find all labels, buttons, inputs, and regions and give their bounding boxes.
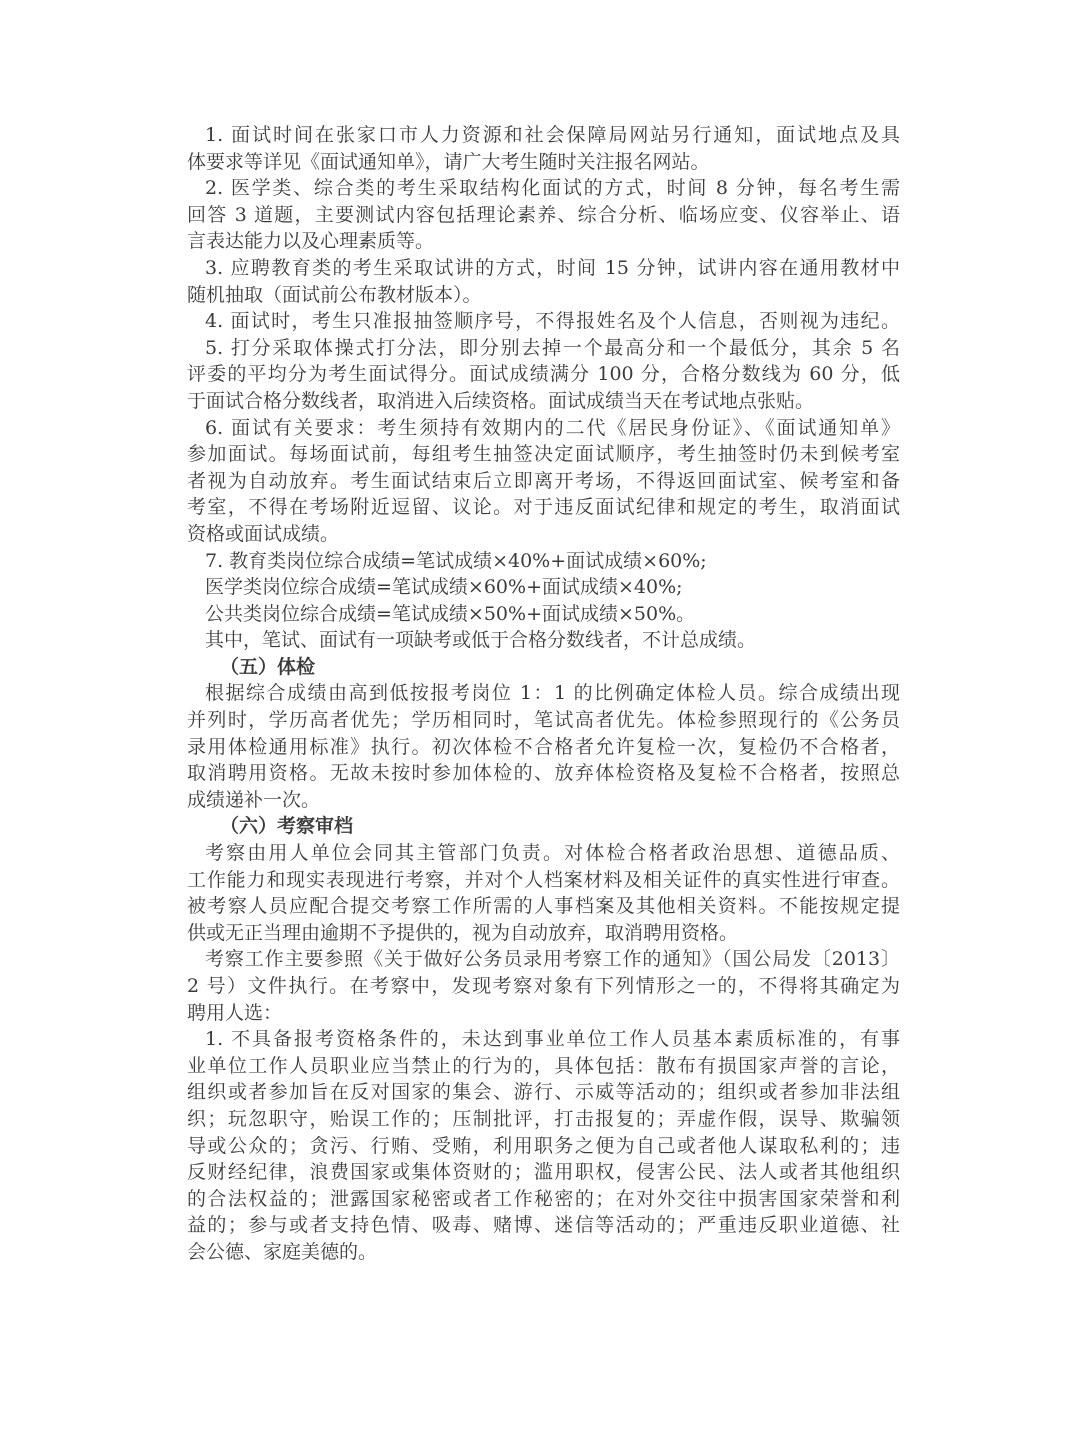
text-line: 被考察人员应配合提交考察工作所需的人事档案及其他相关资料。不能按规定提 [187, 895, 900, 918]
text-line: 考察工作主要参照《关于做好公务员录用考察工作的通知》（国公局发〔2013〕 [205, 948, 900, 971]
text-line: 1. 不具备报考资格条件的，未达到事业单位工作人员基本素质标准的，有事 [205, 1028, 900, 1051]
text-line: 体要求等详见《面试通知单》，请广大考生随时关注报名网站。 [187, 150, 710, 173]
text-line: 供或无正当理由逾期不予提供的，视为自动放弃，取消聘用资格。 [187, 921, 739, 944]
text-line: 言表达能力以及心理素质等。 [187, 230, 435, 253]
text-line: 回答 3 道题，主要测试内容包括理论素养、综合分析、临场应变、仪容举止、语 [187, 203, 900, 226]
text-line: 考室，不得在考场附近逗留、议论。对于违反面试纪律和规定的考生，取消面试 [187, 496, 900, 519]
section-heading: （五）体检 [220, 655, 316, 678]
text-line: 的合法权益的；泄露国家秘密或者工作秘密的；在对外交往中损害国家荣誉和利 [187, 1187, 900, 1210]
text-line: 会公德、家庭美德的。 [187, 1240, 378, 1263]
text-line: 织；玩忽职守，贻误工作的；压制批评，打击报复的；弄虚作假，误导、欺骗领 [187, 1107, 900, 1130]
text-line: 者视为自动放弃。考生面试结束后立即离开考场，不得返回面试室、候考室和备 [187, 469, 900, 492]
text-line: 导或公众的；贪污、行贿、受贿，利用职务之便为自己或者他人谋取私利的；违 [187, 1134, 900, 1157]
text-line: 资格或面试成绩。 [187, 522, 340, 545]
section-heading: （六）考察审档 [220, 815, 354, 838]
text-line: 工作能力和现实表现进行考察，并对个人档案材料及相关证件的真实性进行审查。 [187, 868, 900, 891]
text-line: 并列时，学历高者优先；学历相同时，笔试高者优先。体检参照现行的《公务员 [187, 709, 900, 732]
text-line: 组织或者参加旨在反对国家的集会、游行、示威等活动的；组织或者参加非法组 [187, 1081, 900, 1104]
text-line: 2. 医学类、综合类的考生采取结构化面试的方式，时间 8 分钟，每名考生需 [205, 177, 900, 200]
text-line: 评委的平均分为考生面试得分。面试成绩满分 100 分，合格分数线为 60 分，低 [187, 363, 900, 386]
text-line: 1. 面试时间在张家口市人力资源和社会保障局网站另行通知，面试地点及具 [205, 124, 900, 146]
text-line: 2 号）文件执行。在考察中，发现考察对象有下列情形之一的，不得将其确定为 [187, 975, 900, 997]
text-line: 根据综合成绩由高到低按报考岗位 1：1 的比例确定体检人员。综合成绩出现 [205, 682, 900, 705]
text-line: 业单位工作人员职业应当禁止的行为的，具体包括：散布有损国家声誉的言论， [187, 1054, 900, 1077]
text-line: 7. 教育类岗位综合成绩=笔试成绩×40%+面试成绩×60%; [205, 549, 707, 572]
text-line: 其中，笔试、面试有一项缺考或低于合格分数线者，不计总成绩。 [205, 629, 757, 652]
text-line: 于面试合格分数线者，取消进入后续资格。面试成绩当天在考试地点张贴。 [187, 389, 815, 412]
text-line: 考察由用人单位会同其主管部门负责。对体检合格者政治思想、道德品质、 [205, 842, 900, 865]
text-line: 3. 应聘教育类的考生采取试讲的方式，时间 15 分钟，试讲内容在通用教材中 [205, 256, 900, 279]
text-line: 4. 面试时，考生只准报抽签顺序号，不得报姓名及个人信息，否则视为违纪。 [205, 310, 900, 333]
text-line: 取消聘用资格。无故未按时参加体检的、放弃体检资格及复检不合格者，按照总 [187, 762, 900, 785]
text-line: 参加面试。每场面试前，每组考生抽签决定面试顺序，考生抽签时仍未到候考室 [187, 443, 900, 466]
text-line: 录用体检通用标准》执行。初次体检不合格者允许复检一次，复检仍不合格者， [187, 735, 900, 758]
text-line: 成绩递补一次。 [187, 788, 321, 811]
text-line: 医学类岗位综合成绩=笔试成绩×60%+面试成绩×40%; [205, 576, 683, 599]
text-line: 反财经纪律，浪费国家或集体资财的；滥用职权，侵害公民、法人或者其他组织 [187, 1161, 900, 1184]
text-line: 5. 打分采取体操式打分法，即分别去掉一个最高分和一个最低分，其余 5 名 [205, 336, 900, 359]
text-line: 聘用人选： [187, 1001, 283, 1024]
text-line: 益的；参与或者支持色情、吸毒、赌博、迷信等活动的；严重违反职业道德、社 [187, 1214, 900, 1237]
text-line: 随机抽取（面试前公布教材版本）。 [187, 283, 482, 306]
text-line: 6. 面试有关要求：考生须持有效期内的二代《居民身份证》、《面试通知单》 [205, 416, 900, 439]
text-line: 公共类岗位综合成绩=笔试成绩×50%+面试成绩×50%。 [205, 602, 696, 625]
document-body [187, 122, 900, 1266]
